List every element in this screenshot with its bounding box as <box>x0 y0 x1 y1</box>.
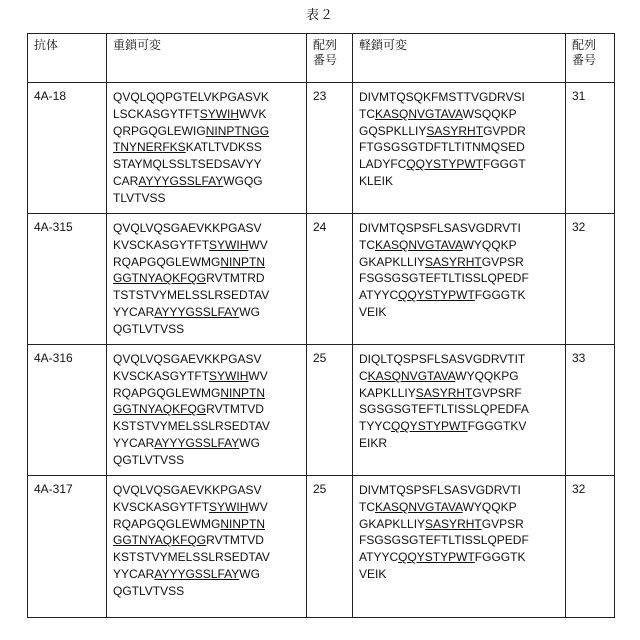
framework-segment: GKAPKLLIY <box>359 517 425 531</box>
cdr-segment: KASQNVGTAVA <box>375 500 463 514</box>
framework-segment: TC <box>359 238 375 252</box>
cdr-segment: SASYRHT <box>425 255 482 269</box>
cdr-segment: TNYNERFKS <box>113 140 186 154</box>
header-light-seq-no-line1: 配列 <box>572 38 596 52</box>
cdr-segment: AYYYGSSLFAY <box>154 305 239 319</box>
heavy-seq-no-cell <box>307 345 353 476</box>
cdr-segment: SYWIH <box>209 500 248 514</box>
sequence-line <box>359 549 565 566</box>
framework-segment: GQSPKLLIY <box>359 124 426 138</box>
sequence-line <box>113 139 306 156</box>
sequence-line <box>359 270 565 287</box>
antibody-name: 4A-315 <box>28 214 106 234</box>
header-antibody: 抗体 <box>28 34 106 53</box>
cdr-segment: QQYSTYPWT <box>406 157 483 171</box>
light-seq-no-cell <box>566 345 615 476</box>
framework-segment: WV <box>248 238 267 252</box>
header-antibody-cell <box>28 34 107 83</box>
cdr-segment: SASYRHT <box>426 124 483 138</box>
sequence-line <box>359 237 565 254</box>
framework-segment: QVQLVQSGAEVKKPGASV <box>113 221 262 235</box>
framework-segment: WYQQKP <box>463 238 517 252</box>
framework-segment: QVQLQQPGTELVKPGASVK <box>113 90 269 104</box>
framework-segment: GVPSR <box>482 517 524 531</box>
framework-segment: KLEIK <box>359 174 393 188</box>
framework-segment: KATLTVDKSS <box>186 140 262 154</box>
antibody-name: 4A-18 <box>28 83 106 103</box>
header-light-seq-no <box>566 34 614 68</box>
framework-segment: TLVTVSS <box>113 191 165 205</box>
framework-segment: QGTLVTVSS <box>113 584 184 598</box>
antibody-name: 4A-317 <box>28 476 106 496</box>
light-chain-sequence <box>353 83 565 190</box>
table-row <box>28 214 615 345</box>
sequence-line <box>359 156 565 173</box>
sequence-line <box>113 106 306 123</box>
framework-segment: RQAPGQGLEWMG <box>113 517 220 531</box>
sequence-line <box>359 401 565 418</box>
framework-segment: GVPSR <box>482 255 524 269</box>
antibody-cell <box>28 214 107 345</box>
framework-segment: FGGGTKV <box>468 419 527 433</box>
sequence-line <box>113 368 306 385</box>
framework-segment: EIKR <box>359 436 387 450</box>
cdr-segment: AYYYGSSLFAY <box>154 436 239 450</box>
framework-segment: RVTMTRD <box>206 271 264 285</box>
framework-segment: LSCKASGYTFT <box>113 107 200 121</box>
antibody-name: 4A-316 <box>28 345 106 365</box>
header-heavy-cell <box>107 34 307 83</box>
framework-segment: RQAPGQGLEWMG <box>113 255 220 269</box>
sequence-line <box>113 385 306 402</box>
framework-segment: DIVMTQSPSFLSASVGDRVTI <box>359 483 521 497</box>
table-row <box>28 476 615 618</box>
sequence-line <box>359 351 565 368</box>
heavy-seq-no-cell <box>307 476 353 618</box>
framework-segment: FSGSGSGTEFTLTISSLQPEDF <box>359 271 529 285</box>
framework-segment: QRPGQGLEWIG <box>113 124 206 138</box>
heavy-chain-sequence <box>107 345 306 469</box>
heavy-chain-sequence <box>107 476 306 600</box>
framework-segment: FGGGTK <box>475 550 526 564</box>
header-light-seq-no-cell <box>566 34 615 83</box>
heavy-seq-no: 24 <box>307 214 352 234</box>
framework-segment: VEIK <box>359 567 386 581</box>
framework-segment: WSQQKP <box>463 107 517 121</box>
framework-segment: C <box>359 369 368 383</box>
header-heavy-variable: 重鎖可変 <box>107 34 306 53</box>
sequence-line <box>113 190 306 207</box>
heavy-chain-cell <box>107 83 307 214</box>
header-heavy-seq-no-line1: 配列 <box>313 38 337 52</box>
sequence-line <box>359 516 565 533</box>
sequence-line <box>113 270 306 287</box>
light-seq-no-cell <box>566 476 615 618</box>
framework-segment: FGGGT <box>483 157 526 171</box>
sequence-line <box>113 304 306 321</box>
framework-segment: QVQLVQSGAEVKKPGASV <box>113 483 262 497</box>
sequence-line <box>113 220 306 237</box>
sequence-line <box>113 351 306 368</box>
sequence-line <box>113 321 306 338</box>
light-chain-sequence <box>353 345 565 452</box>
framework-segment: FTGSGSGTDFTLTITNMQSED <box>359 140 525 154</box>
framework-segment: QGTLVTVSS <box>113 453 184 467</box>
framework-segment: WGQG <box>223 174 262 188</box>
sequence-line <box>113 287 306 304</box>
sequence-line <box>113 482 306 499</box>
header-light-seq-no-line2: 番号 <box>572 53 596 67</box>
cdr-segment: QQYSTYPWT <box>398 550 475 564</box>
cdr-segment: NINPTN <box>220 517 265 531</box>
framework-segment: FGGGTK <box>475 288 526 302</box>
antibody-cell <box>28 476 107 618</box>
table-title: 表２ <box>0 4 640 23</box>
sequence-line <box>113 254 306 271</box>
sequence-line <box>113 418 306 435</box>
sequence-line <box>113 516 306 533</box>
framework-segment: KSTSTVYMELSSLRSEDTAV <box>113 550 270 564</box>
heavy-chain-cell <box>107 476 307 618</box>
sequence-line <box>359 89 565 106</box>
framework-segment: GVPSRF <box>472 386 521 400</box>
heavy-seq-no-cell <box>307 214 353 345</box>
sequence-line <box>359 139 565 156</box>
framework-segment: KAPKLLIY <box>359 386 416 400</box>
header-light-cell <box>353 34 566 83</box>
sequence-line <box>359 368 565 385</box>
sequence-line <box>359 254 565 271</box>
framework-segment: QVQLVQSGAEVKKPGASV <box>113 352 262 366</box>
framework-segment: STAYMQLSSLTSEDSAVYY <box>113 157 262 171</box>
framework-segment: QGTLVTVSS <box>113 322 184 336</box>
light-seq-no-cell <box>566 83 615 214</box>
sequence-line <box>359 220 565 237</box>
sequence-line <box>359 418 565 435</box>
sequence-line <box>359 566 565 583</box>
framework-segment: YYCAR <box>113 305 154 319</box>
sequence-line <box>113 123 306 140</box>
cdr-segment: GGTNYAQKFQG <box>113 271 206 285</box>
sequence-line <box>113 435 306 452</box>
sequence-line <box>113 237 306 254</box>
framework-segment: WYQQKPG <box>455 369 518 383</box>
cdr-segment: NINPTNGG <box>206 124 269 138</box>
light-chain-sequence <box>353 214 565 321</box>
sequence-line <box>113 583 306 600</box>
framework-segment: KVSCKASGYTFT <box>113 369 209 383</box>
light-chain-cell <box>353 476 566 618</box>
antibody-cell <box>28 345 107 476</box>
light-seq-no: 32 <box>566 214 614 234</box>
light-chain-sequence <box>353 476 565 583</box>
cdr-segment: GGTNYAQKFQG <box>113 402 206 416</box>
framework-segment: WG <box>239 567 260 581</box>
framework-segment: WV <box>248 369 267 383</box>
cdr-segment: GGTNYAQKFQG <box>113 533 206 547</box>
antibody-cell <box>28 83 107 214</box>
framework-segment: WVK <box>239 107 266 121</box>
sequence-line <box>359 106 565 123</box>
light-chain-cell <box>353 214 566 345</box>
sequence-table <box>27 33 615 618</box>
heavy-chain-cell <box>107 214 307 345</box>
framework-segment: WG <box>239 436 260 450</box>
light-chain-cell <box>353 345 566 476</box>
framework-segment: FSGSGSGTEFTLTISSLQPEDF <box>359 533 529 547</box>
sequence-line <box>113 549 306 566</box>
framework-segment: RQAPGQGLEWMG <box>113 386 220 400</box>
light-chain-cell <box>353 83 566 214</box>
table-row <box>28 83 615 214</box>
cdr-segment: SASYRHT <box>425 517 482 531</box>
light-seq-no: 33 <box>566 345 614 365</box>
heavy-seq-no-cell <box>307 83 353 214</box>
sequence-line <box>113 566 306 583</box>
framework-segment: DIQLTQSPSFLSASVGDRVTIT <box>359 352 525 366</box>
cdr-segment: NINPTN <box>220 255 265 269</box>
framework-segment: GVPDR <box>483 124 526 138</box>
heavy-seq-no: 23 <box>307 83 352 103</box>
light-seq-no: 31 <box>566 83 614 103</box>
sequence-line <box>359 482 565 499</box>
cdr-segment: SASYRHT <box>416 386 473 400</box>
cdr-segment: SYWIH <box>200 107 239 121</box>
sequence-line <box>359 435 565 452</box>
framework-segment: LADYFC <box>359 157 406 171</box>
cdr-segment: QQYSTYPWT <box>391 419 468 433</box>
framework-segment: KVSCKASGYTFT <box>113 500 209 514</box>
sequence-line <box>113 173 306 190</box>
heavy-chain-sequence <box>107 83 306 207</box>
sequence-line <box>359 499 565 516</box>
heavy-chain-cell <box>107 345 307 476</box>
cdr-segment: KASQNVGTAVA <box>375 107 463 121</box>
framework-segment: DIVMTQSQKFMSTTVGDRVSI <box>359 90 525 104</box>
sequence-line <box>359 532 565 549</box>
table-row <box>28 345 615 476</box>
framework-segment: CAR <box>113 174 138 188</box>
framework-segment: WG <box>239 305 260 319</box>
framework-segment: TSTSTVYMELSSLRSEDTAV <box>113 288 269 302</box>
light-seq-no-cell <box>566 214 615 345</box>
sequence-line <box>113 156 306 173</box>
framework-segment: ATYYC <box>359 288 398 302</box>
light-seq-no: 32 <box>566 476 614 496</box>
framework-segment: TYYC <box>359 419 391 433</box>
heavy-chain-sequence <box>107 214 306 338</box>
header-light-variable: 軽鎖可変 <box>353 34 565 53</box>
framework-segment: ATYYC <box>359 550 398 564</box>
header-heavy-seq-no-line2: 番号 <box>313 53 337 67</box>
framework-segment: GKAPKLLIY <box>359 255 425 269</box>
sequence-line <box>359 287 565 304</box>
cdr-segment: KASQNVGTAVA <box>368 369 456 383</box>
sequence-line <box>359 123 565 140</box>
header-heavy-seq-no-cell <box>307 34 353 83</box>
sequence-line <box>113 89 306 106</box>
framework-segment: YYCAR <box>113 567 154 581</box>
sequence-line <box>359 304 565 321</box>
sequence-line <box>113 452 306 469</box>
sequence-line <box>359 385 565 402</box>
sequence-line <box>113 401 306 418</box>
cdr-segment: QQYSTYPWT <box>398 288 475 302</box>
framework-segment: KVSCKASGYTFT <box>113 238 209 252</box>
framework-segment: WV <box>248 500 267 514</box>
sequence-line <box>359 173 565 190</box>
cdr-segment: AYYYGSSLFAY <box>138 174 223 188</box>
cdr-segment: AYYYGSSLFAY <box>154 567 239 581</box>
framework-segment: SGSGSGTEFTLTISSLQPEDFA <box>359 402 529 416</box>
framework-segment: TC <box>359 107 375 121</box>
cdr-segment: SYWIH <box>209 369 248 383</box>
framework-segment: YYCAR <box>113 436 154 450</box>
cdr-segment: NINPTN <box>220 386 265 400</box>
sequence-line <box>113 499 306 516</box>
sequence-line <box>113 532 306 549</box>
framework-segment: RVTMTVD <box>206 402 264 416</box>
cdr-segment: KASQNVGTAVA <box>375 238 463 252</box>
framework-segment: VEIK <box>359 305 386 319</box>
framework-segment: WYQQKP <box>463 500 517 514</box>
cdr-segment: SYWIH <box>209 238 248 252</box>
framework-segment: RVTMTVD <box>206 533 264 547</box>
table-header-row <box>28 34 615 83</box>
header-heavy-seq-no <box>307 34 352 68</box>
heavy-seq-no: 25 <box>307 476 352 496</box>
framework-segment: KSTSTVYMELSSLRSEDTAV <box>113 419 270 433</box>
heavy-seq-no: 25 <box>307 345 352 365</box>
framework-segment: TC <box>359 500 375 514</box>
framework-segment: DIVMTQSPSFLSASVGDRVTI <box>359 221 521 235</box>
